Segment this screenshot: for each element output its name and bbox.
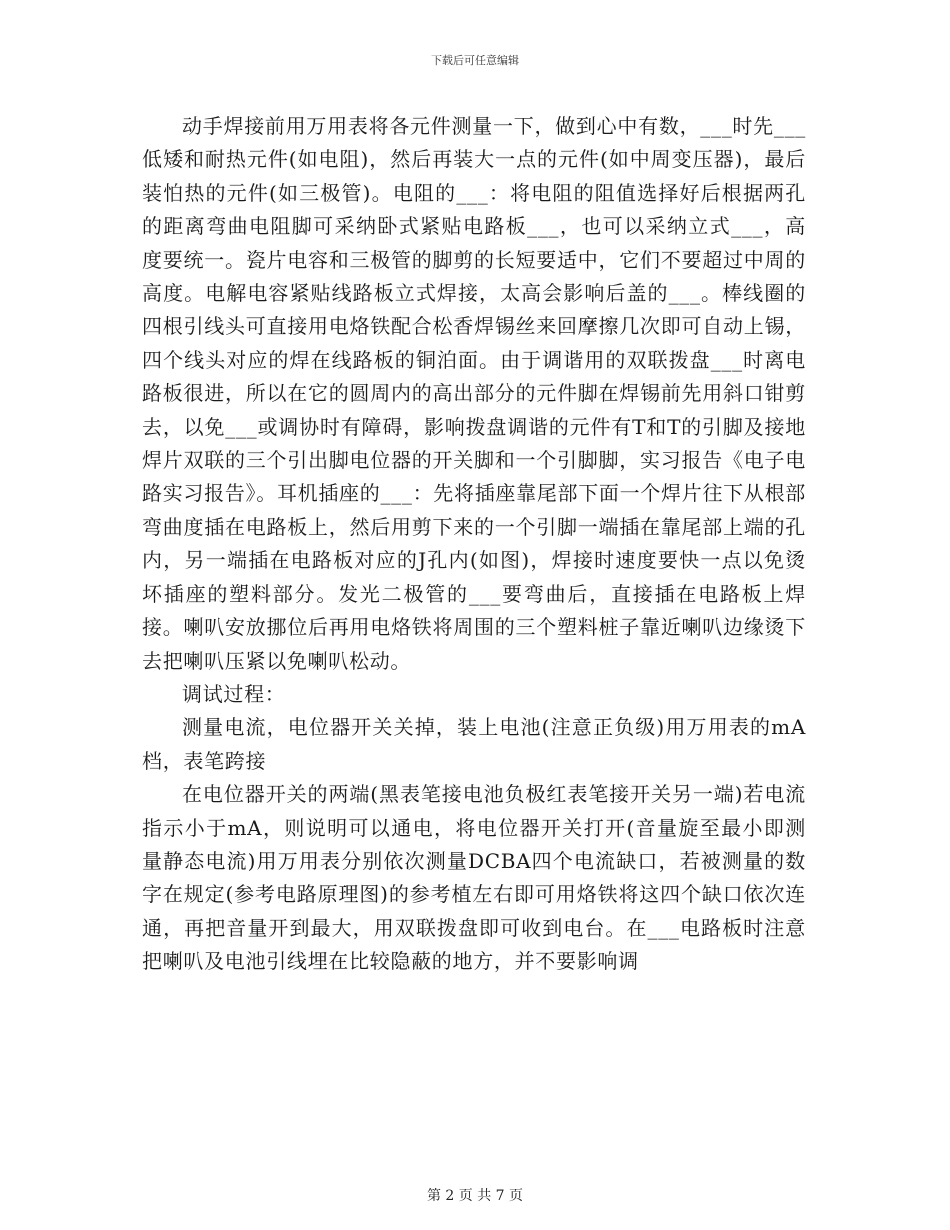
page-header: 下载后可任意编辑: [431, 54, 519, 67]
document-body: [142, 110, 806, 979]
page-number: 第 2 页 共 7 页: [426, 1188, 524, 1204]
paragraph-soldering-steps: 动手焊接前用万用表将各元件测量一下，做到心中有数，___时先___低矮和耐热元件(如电阻)，然后再装大一点的元件(如中周变压器)，最后装怕热的元件(如三极管)。电阻的___：将电阻的阻值选择好后根据两孔的距离弯曲电阻脚可采纳卧式紧贴电路板___，也可以采纳立式___，高度要统一。瓷片电容和三极管的脚剪的长短要适中，它们不要超过中周的高度。电解电容紧贴线路板立式焊接，太高会影响后盖的___。棒线圈的四根引线头可直接用电烙铁配合松香焊锡丝来回摩擦几次即可自动上锡，四个线头对应的焊在线路板的铜泊面。由于调谐用的双联拨盘___时离电路板很进，所以在它的圆周内的高出部分的元件脚在焊锡前先用斜口钳剪去，以免___或调协时有障碍，影响拨盘调谐的元件有T和T的引脚及接地焊片双联的三个引出脚电位器的开关脚和一个引脚脚，实习报告《电子电路实习报告》。耳机插座的___：先将插座靠尾部下面一个焊片往下从根部弯曲度插在电路板上，然后用剪下来的一个引脚一端插在靠尾部上端的孔内，另一端插在电路板对应的J孔内(如图)，焊接时速度要快一点以免烫坏插座的塑料部分。发光二极管的___要弯曲后，直接插在电路板上焊接。喇叭安放挪位后再用电烙铁将周围的三个塑料桩子靠近喇叭边缘烫下去把喇叭压紧以免喇叭松动。: [142, 114, 806, 673]
paragraph-current-measure: 测量电流，电位器开关关掉，装上电池(注意正负级)用万用表的mA档，表笔跨接: [142, 715, 806, 773]
paragraph-debug-heading: 调试过程：: [182, 681, 286, 706]
paragraph-current-check: 在电位器开关的两端(黑表笔接电池负极红表笔接开关另一端)若电流指示小于mA，则说明可以通电，将电位器开关打开(音量旋至最小即测量静态电流)用万用表分别依次测量DCBA四个电流缺口，若被测量的数字在规定(参考电路原理图)的参考植左右即可用烙铁将这四个缺口依次连通，再把音量开到最大，用双联拨盘即可收到电台。在___电路板时注意把喇叭及电池引线埋在比较隐蔽的地方，并不要影响调: [142, 782, 806, 974]
